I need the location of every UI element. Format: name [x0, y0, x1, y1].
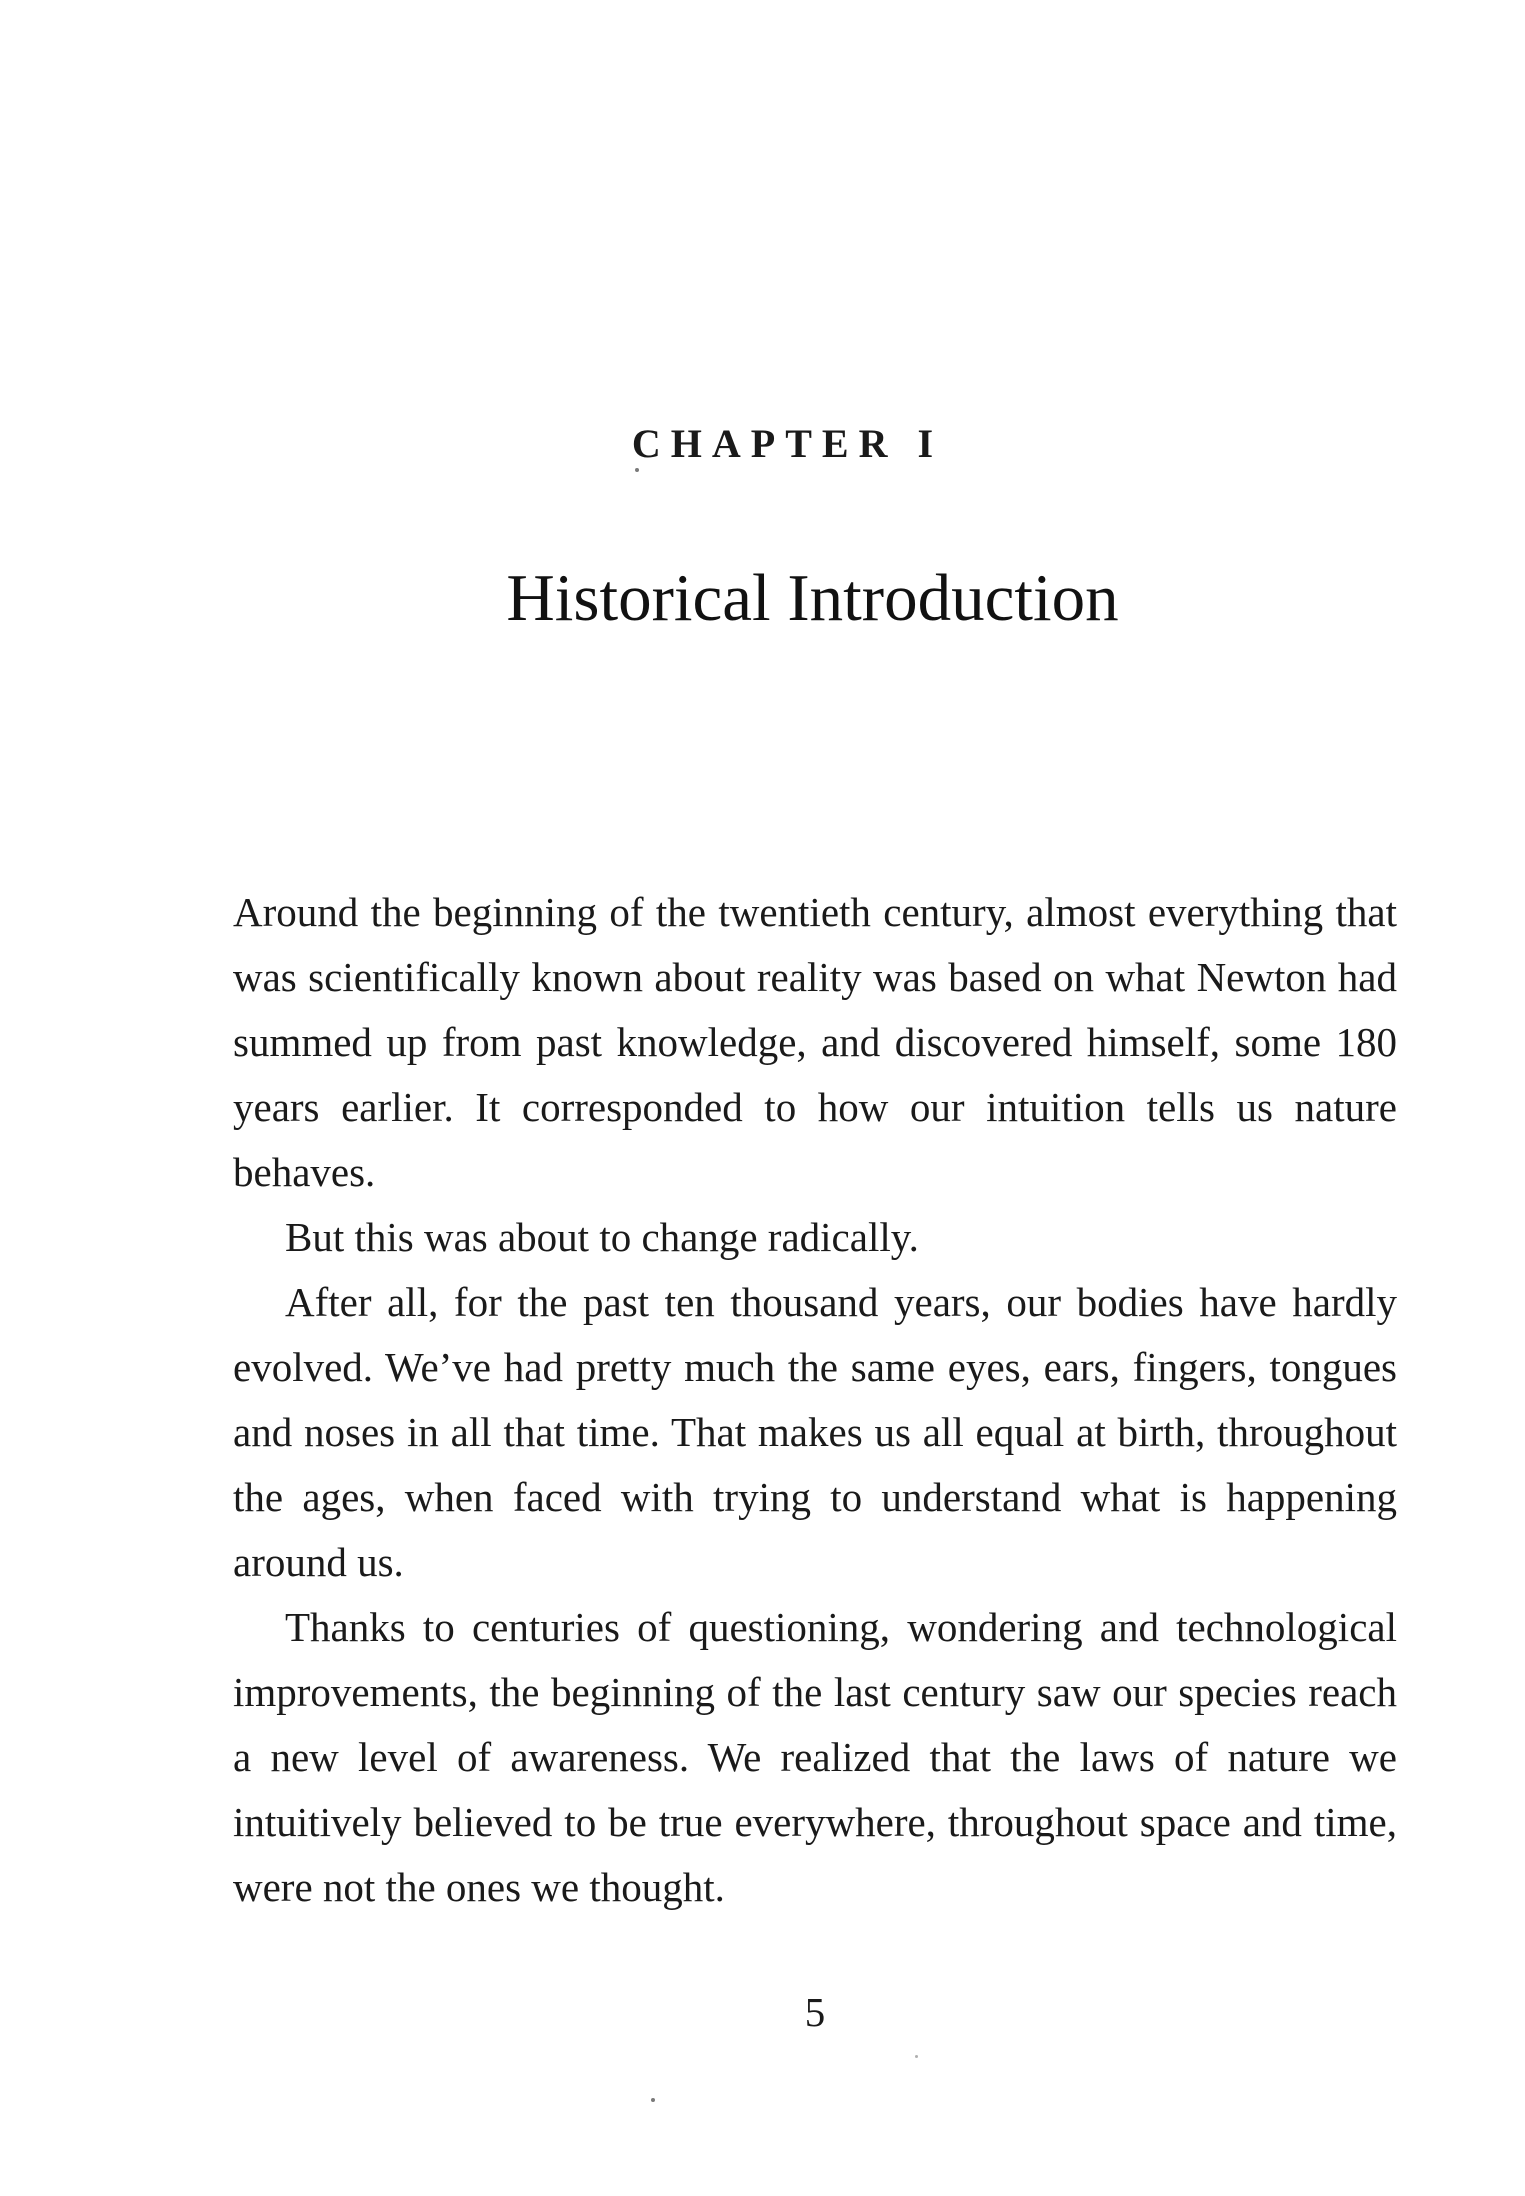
page-number: 5	[804, 1989, 826, 2035]
paragraph: Around the beginning of the twentieth century, almost everything that was scientifically known about reality was based on what Newton had summed up from past knowledge, and discovered himself, some 180 years earlier. It corresponded to how our intuition tells us nature behaves.	[233, 889, 1397, 1195]
chapter-body	[233, 880, 1397, 1920]
chapter-label: CHAPTER I	[631, 421, 944, 466]
paragraph: But this was about to change radically.	[285, 1214, 919, 1260]
scan-speck	[915, 2055, 918, 2058]
paragraph: Thanks to centuries of questioning, wondering and technological improvements, the beginning of the last century saw our species reach a new level of awareness. We realized that the laws of nature we intuitively believed to be true everywhere, throughout space and time, were not the ones we thought.	[233, 1604, 1397, 1910]
scan-speck	[635, 468, 639, 472]
chapter-title: Historical Introduction	[506, 561, 1119, 635]
scan-speck	[651, 2098, 655, 2102]
paragraph: After all, for the past ten thousand years, our bodies have hardly evolved. We’ve had pretty much the same eyes, ears, fingers, tongues and noses in all that time. That makes us all equal at birth, throughout the ages, when faced with trying to understand what is happening around us.	[233, 1279, 1397, 1585]
